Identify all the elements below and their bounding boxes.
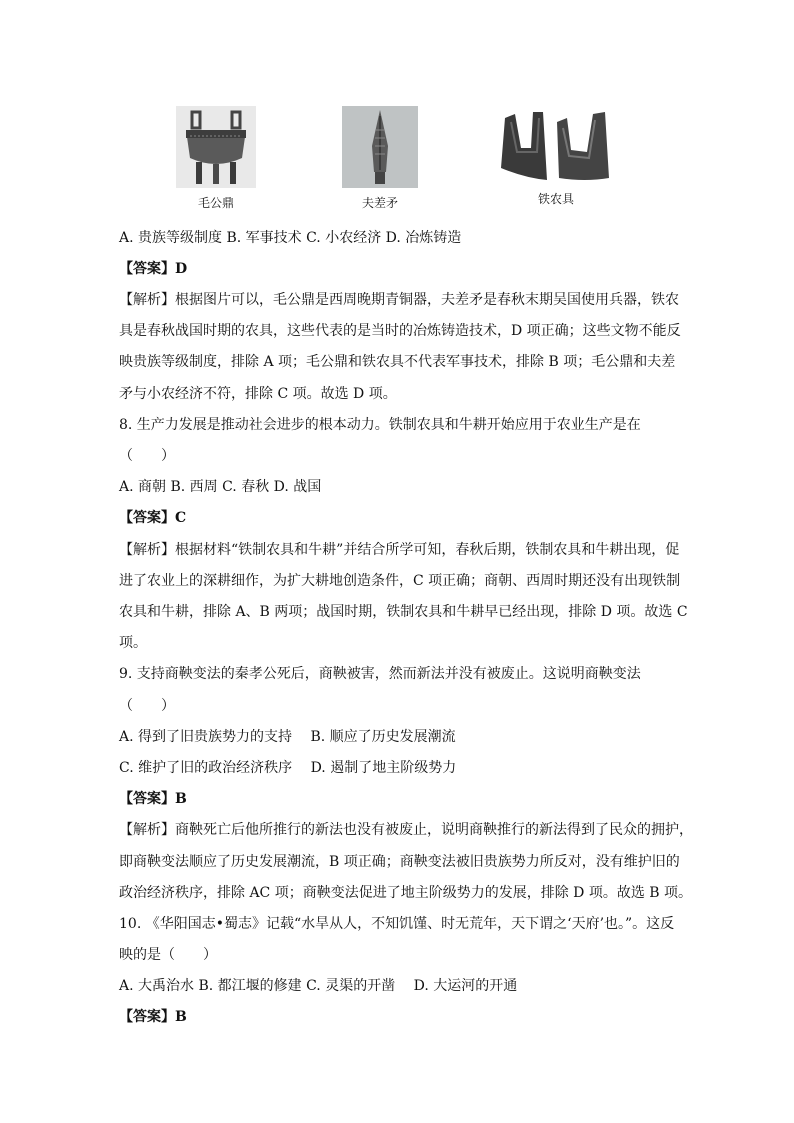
- q7-analysis-line: 【解析】根据图片可以，毛公鼎是西周晚期青铜器，夫差矛是春秋末期吴国使用兵器，铁农: [119, 292, 679, 308]
- q10-options: A. 大禹治水 B. 都江堰的修建 C. 灵渠的开凿 D. 大运河的开通: [119, 978, 518, 994]
- q9-analysis-line: 政治经济秩序，排除 AC 项；商鞅变法促进了地主阶级势力的发展，排除 D 项。故选 B 项。: [119, 885, 693, 901]
- q8-answer: 【答案】C: [119, 510, 187, 526]
- q7-options: A. 贵族等级制度 B. 军事技术 C. 小农经济 D. 冶炼铸造: [119, 230, 462, 246]
- q8-analysis-line: 农具和牛耕，排除 A、B 两项；战国时期，铁制农具和牛耕早已经出现，排除 D 项。故选 C: [119, 604, 688, 620]
- figure-caption: 毛公鼎: [197, 196, 234, 210]
- q7-analysis-line: 矛与小农经济不符，排除 C 项。故选 D 项。: [119, 386, 397, 402]
- q7-answer: 【答案】D: [119, 261, 188, 277]
- q9-options-ab: A. 得到了旧贵族势力的支持 B. 顺应了历史发展潮流: [119, 729, 456, 745]
- q10-stem: 10. 《华阳国志•蜀志》记载“水旱从人，不知饥馑、时无荒年，天下谓之‘天府’也。”。这反: [119, 916, 675, 932]
- q9-analysis-line: 即商鞅变法顺应了历史发展潮流，B 项正确；商鞅变法被旧贵族势力所反对，没有维护旧的: [119, 854, 680, 870]
- figure-row: [0, 100, 794, 220]
- q9-options-cd: C. 维护了旧的政治经济秩序 D. 遏制了地主阶级势力: [119, 760, 457, 776]
- q8-blank: （ ）: [119, 448, 175, 464]
- iron-tools-image: [497, 108, 615, 184]
- figure-caption: 夫差矛: [361, 196, 398, 210]
- q10-answer: 【答案】B: [119, 1009, 187, 1025]
- q9-analysis-line: 【解析】商鞅死亡后他所推行的新法也没有被废止，说明商鞅推行的新法得到了民众的拥护，: [119, 822, 693, 838]
- q10-stem-cont: 映的是（ ）: [119, 947, 217, 963]
- figure-maogongding: [175, 106, 257, 211]
- q7-analysis-line: 映贵族等级制度，排除 A 项；毛公鼎和铁农具不代表军事技术，排除 B 项；毛公鼎和夫差: [119, 354, 676, 370]
- figure-fuchaimao: [340, 106, 420, 211]
- q7-analysis-line: 具是春秋战国时期的农具，这些代表的是当时的冶炼铸造技术，D 项正确；这些文物不能反: [119, 323, 681, 339]
- q8-analysis-line: 项。: [119, 635, 147, 651]
- q9-answer: 【答案】B: [119, 791, 187, 807]
- q8-stem: 8. 生产力发展是推动社会进步的根本动力。铁制农具和牛耕开始应用于农业生产是在: [119, 417, 641, 433]
- q8-analysis-line: 进了农业上的深耕细作，为扩大耕地创造条件，C 项正确；商朝、西周时期还没有出现铁制: [119, 573, 681, 589]
- bronze-spear-image: [342, 106, 418, 188]
- bronze-ding-image: [176, 106, 256, 188]
- figure-tienongju: [496, 108, 616, 207]
- q9-stem: 9. 支持商鞅变法的秦孝公死后，商鞅被害，然而新法并没有被废止。这说明商鞅变法: [119, 666, 641, 682]
- q8-analysis-line: 【解析】根据材料“铁制农具和牛耕”并结合所学可知，春秋后期，铁制农具和牛耕出现，促: [119, 542, 680, 558]
- q8-options: A. 商朝 B. 西周 C. 春秋 D. 战国: [119, 479, 322, 495]
- figure-caption: 铁农具: [537, 192, 574, 206]
- q9-blank: （ ）: [119, 698, 175, 714]
